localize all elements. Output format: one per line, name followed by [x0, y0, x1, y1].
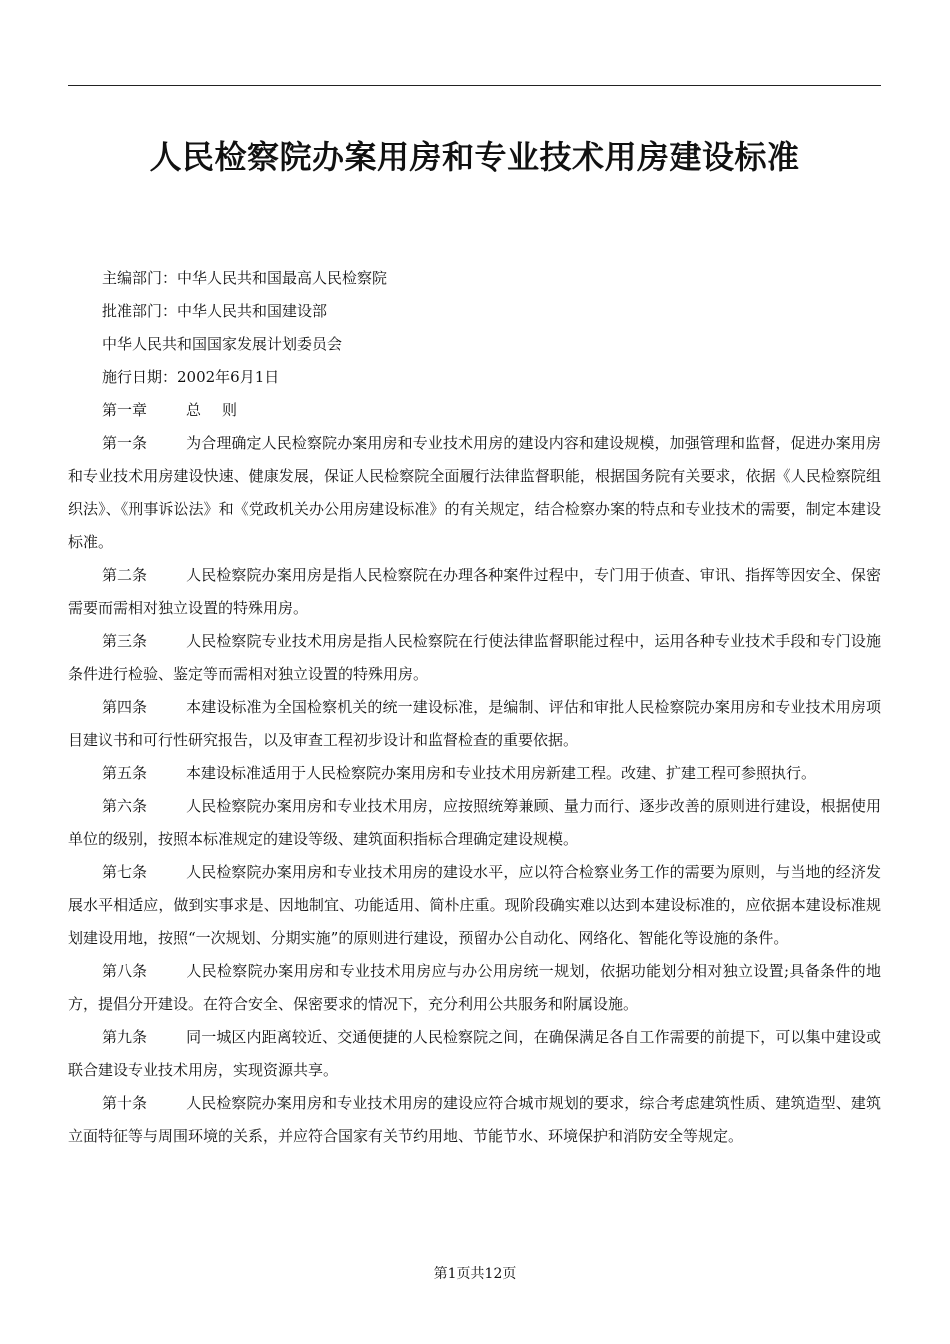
editor-department: 主编部门：中华人民共和国最高人民检察院	[102, 269, 388, 287]
article-text: 为合理确定人民检察院办案用房和专业技术用房的建设内容和建设规模，加强管理和监督，促进办案用房和专业技术用房建设快速、健康发展，保证人民检察院全面履行法律监督职能，根据国务院有关要求，依据《人民检察院组织法》、《刑事诉讼法》和《党政机关办公用房建设标准》的有关规定，结合检察办案的特点和专业技术的需要，制定本建设标准。	[68, 434, 881, 551]
article-text: 人民检察院办案用房和专业技术用房应与办公用房统一规划，依据功能划分相对独立设置;具备条件的地方，提倡分开建设。在符合安全、保密要求的情况下，充分利用公共服务和附属设施。	[68, 962, 881, 1013]
article-paragraph	[68, 625, 881, 691]
article-number: 第一条	[102, 434, 148, 452]
approval-department-2: 中华人民共和国国家发展计划委员会	[102, 335, 343, 353]
article-number: 第九条	[102, 1028, 148, 1046]
article-number: 第六条	[102, 797, 148, 815]
article-paragraph	[68, 691, 881, 757]
document-body	[68, 262, 881, 1153]
article-paragraph	[68, 1087, 881, 1153]
article-list	[68, 427, 881, 1153]
article-number: 第三条	[102, 632, 148, 650]
article-number: 第五条	[102, 764, 148, 782]
header-rule	[68, 85, 881, 86]
article-paragraph	[68, 427, 881, 559]
article-number: 第八条	[102, 962, 148, 980]
chapter-title: 总则	[186, 401, 259, 419]
approval-department: 批准部门：中华人民共和国建设部	[102, 302, 328, 320]
article-text: 人民检察院办案用房和专业技术用房的建设水平，应以符合检察业务工作的需要为原则，与当地的经济发展水平相适应，做到实事求是、因地制宜、功能适用、简朴庄重。现阶段确实难以达到本建设标准的，应依据本建设标准规划建设用地，按照“一次规划、分期实施”的原则进行建设，预留办公自动化、网络化、智能化等设施的条件。	[68, 863, 881, 947]
article-number: 第十条	[102, 1094, 148, 1112]
chapter-heading	[68, 394, 881, 427]
effective-date: 施行日期：2002年6月1日	[102, 368, 280, 386]
article-paragraph	[68, 955, 881, 1021]
article-text: 本建设标准适用于人民检察院办案用房和专业技术用房新建工程。改建、扩建工程可参照执行。	[186, 764, 817, 782]
article-number: 第七条	[102, 863, 148, 881]
article-paragraph	[68, 856, 881, 955]
article-number: 第四条	[102, 698, 148, 716]
article-text: 人民检察院专业技术用房是指人民检察院在行使法律监督职能过程中，运用各种专业技术手段和专门设施条件进行检验、鉴定等而需相对独立设置的特殊用房。	[68, 632, 881, 683]
article-paragraph	[68, 1021, 881, 1087]
chapter-number: 第一章	[102, 401, 148, 419]
document-title: 人民检察院办案用房和专业技术用房建设标准	[149, 138, 800, 176]
article-text: 同一城区内距离较近、交通便捷的人民检察院之间，在确保满足各自工作需要的前提下，可以集中建设或联合建设专业技术用房，实现资源共享。	[68, 1028, 881, 1079]
article-paragraph	[68, 757, 881, 790]
article-paragraph	[68, 559, 881, 625]
article-number: 第二条	[102, 566, 148, 584]
article-text: 人民检察院办案用房和专业技术用房，应按照统筹兼顾、量力而行、逐步改善的原则进行建设，根据使用单位的级别，按照本标准规定的建设等级、建筑面积指标合理确定建设规模。	[68, 797, 881, 848]
article-text: 人民检察院办案用房是指人民检察院在办理各种案件过程中，专门用于侦查、审讯、指挥等因安全、保密需要而需相对独立设置的特殊用房。	[68, 566, 881, 617]
page-footer: 第1页共12页	[433, 1266, 517, 1282]
article-text: 本建设标准为全国检察机关的统一建设标准，是编制、评估和审批人民检察院办案用房和专业技术用房项目建议书和可行性研究报告，以及审查工程初步设计和监督检查的重要依据。	[68, 698, 881, 749]
article-text: 人民检察院办案用房和专业技术用房的建设应符合城市规划的要求，综合考虑建筑性质、建筑造型、建筑立面特征等与周围环境的关系，并应符合国家有关节约用地、节能节水、环境保护和消防安全等规定。	[68, 1094, 881, 1145]
article-paragraph	[68, 790, 881, 856]
